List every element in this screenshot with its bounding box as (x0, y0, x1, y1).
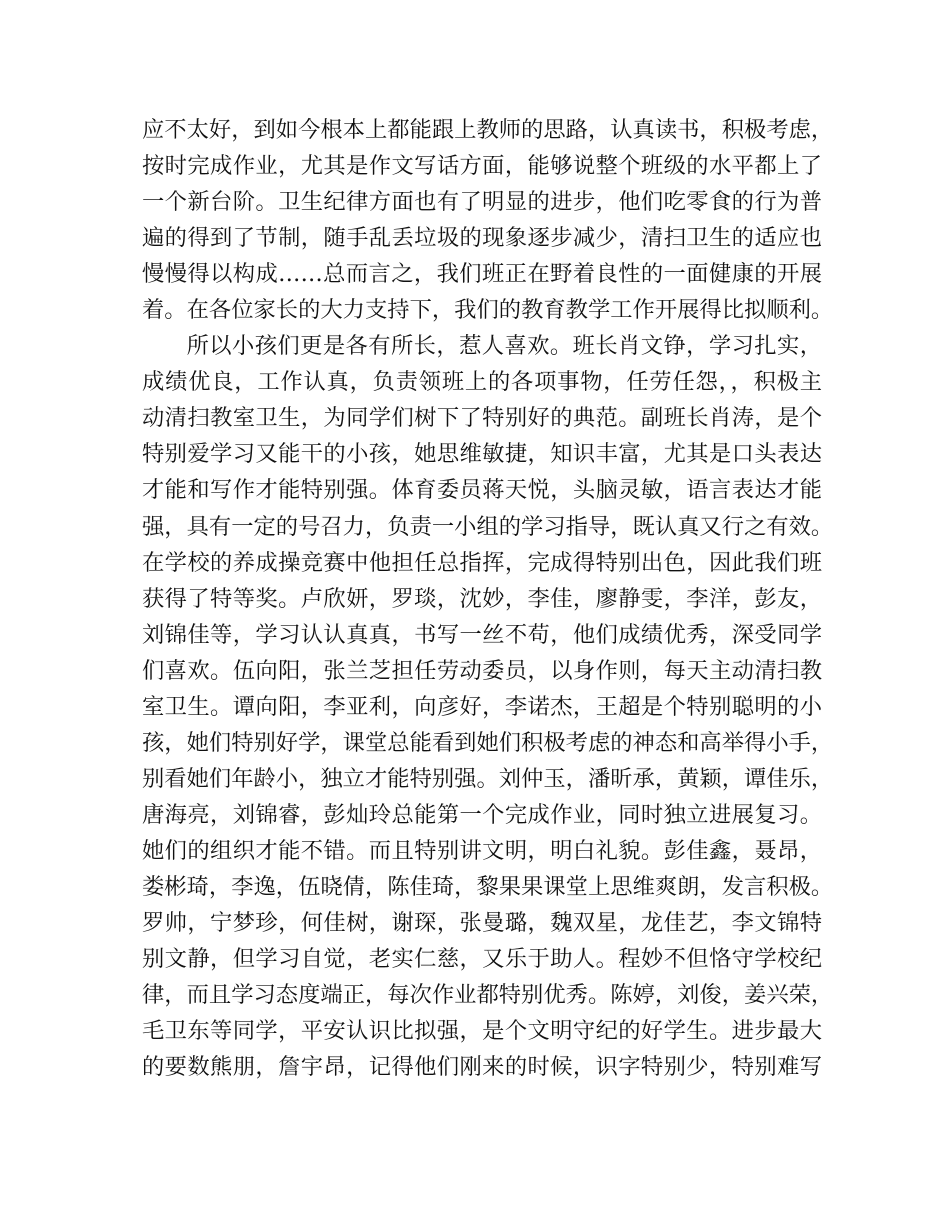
text-line: 在学校的养成操竞赛中他担任总指挥，完成得特别出色，因此我们班 (142, 549, 822, 576)
text-line: 才能和写作才能特别强。体育委员蒋天悦，头脑灵敏，语言表达才能 (142, 477, 822, 504)
text-line: 按时完成作业，尤其是作文写话方面，能够说整个班级的水平都上了 (142, 153, 822, 180)
text-line: 律，而且学习态度端正，每次作业都特别优秀。陈婷，刘俊，姜兴荣， (142, 982, 834, 1009)
text-line: 们喜欢。伍向阳，张兰芝担任劳动委员，以身作则，每天主动清扫教 (142, 657, 822, 684)
paragraph-first-line: 所以小孩们更是各有所长，惹人喜欢。班长肖文铮，学习扎实， (186, 333, 822, 360)
text-line: 孩，她们特别好学，课堂总能看到她们积极考虑的神态和高举得小手， (142, 729, 834, 756)
text-line: 遍的得到了节制，随手乱丢垃圾的现象逐步减少，清扫卫生的适应也 (142, 225, 822, 252)
text-line: 强，具有一定的号召力，负责一小组的学习指导，既认真又行之有效。 (142, 513, 834, 540)
text-line: 获得了特等奖。卢欣妍，罗琰，沈妙，李佳，廖静雯，李洋，彭友， (142, 585, 822, 612)
body-text (142, 112, 834, 1085)
text-line: 刘锦佳等，学习认认真真，书写一丝不苟，他们成绩优秀，深受同学 (142, 621, 822, 648)
text-line: 唐海亮，刘锦睿，彭灿玲总能第一个完成作业，同时独立进展复习。 (142, 801, 822, 828)
text-line: 别文静，但学习自觉，老实仁慈，又乐于助人。程妙不但恪守学校纪 (142, 946, 822, 973)
text-line: 动清扫教室卫生，为同学们树下了特别好的典范。副班长肖涛，是个 (142, 405, 822, 432)
text-line: 罗帅，宁梦珍，何佳树，谢琛，张曼璐，魏双星，龙佳艺，李文锦特 (142, 910, 822, 937)
text-line: 毛卫东等同学，平安认识比拟强，是个文明守纪的好学生。进步最大 (142, 1018, 822, 1045)
text-line: 的要数熊朋，詹宇昂，记得他们刚来的时候，识字特别少，特别难写 (142, 1054, 822, 1081)
text-line: 着。在各位家长的大力支持下，我们的教育教学工作开展得比拟顺利。 (142, 297, 834, 324)
text-line: 特别爱学习又能干的小孩，她思维敏捷，知识丰富，尤其是口头表达 (142, 441, 822, 468)
text-line: 她们的组织才能不错。而且特别讲文明，明白礼貌。彭佳鑫，聂昂， (142, 837, 822, 864)
text-line: 一个新台阶。卫生纪律方面也有了明显的进步，他们吃零食的行为普 (142, 189, 822, 216)
text-line: 应不太好，到如今根本上都能跟上教师的思路，认真读书，积极考虑， (142, 117, 834, 143)
text-line: 慢慢得以构成……总而言之，我们班正在野着良性的一面健康的开展 (142, 261, 822, 288)
text-line: 成绩优良，工作认真，负责领班上的各项事物，任劳任怨，，积极主 (142, 369, 822, 396)
text-line: 娄彬琦，李逸，伍晓倩，陈佳琦，黎果果课堂上思维爽朗，发言积极。 (142, 873, 834, 900)
text-line: 室卫生。谭向阳，李亚利，向彦好，李诺杰，王超是个特别聪明的小 (142, 693, 822, 720)
text-line: 别看她们年龄小，独立才能特别强。刘仲玉，潘昕承，黄颖，谭佳乐， (142, 765, 834, 792)
